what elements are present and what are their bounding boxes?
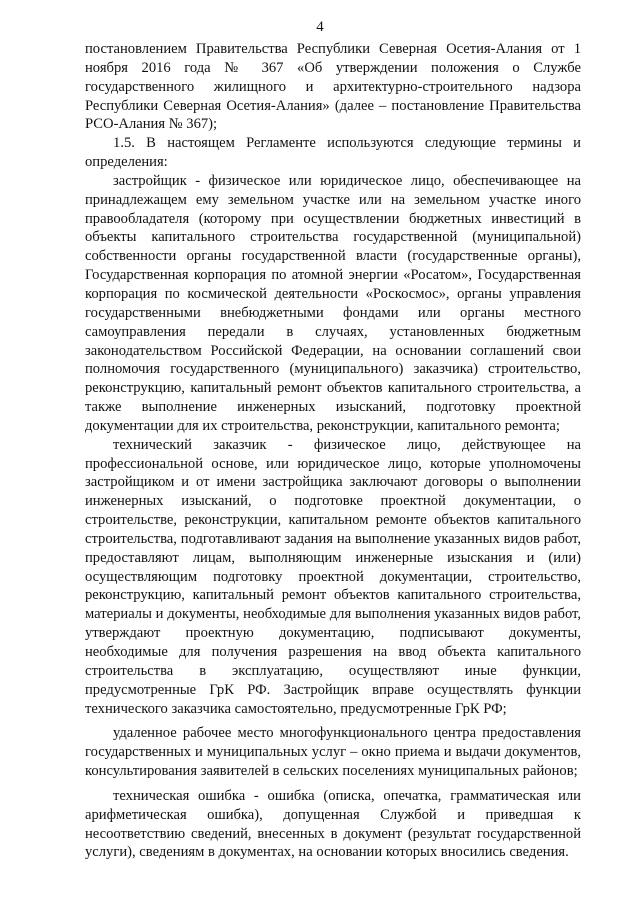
- paragraph-terms-intro: 1.5. В настоящем Регламенте используются следующие термины и определения:: [85, 135, 581, 171]
- paragraph-definition-developer: застройщик - физическое или юридическое лицо, обеспечивающее на принадлежащем ему земельном участке или на земельном участке иного правообладателя (которому при осуществлении бюджетных инвестиций в объекты капитального строительства государственной (муниципальной) собственности органы государственной власти (государственные органы), Государственная корпорация по атомной энергии «Росатом», Государственная корпорация по космической деятельности «Роскосмос», органы управления государственными внебюджетными фондами или органы местного самоуправления передали в случаях, установленных бюджетным законодательством Российской Федерации, на основании соглашений свои полномочия государственного (муниципального) заказчика) строительство, реконструкцию, капитальный ремонт объектов капитального строительства, а также выполнение инженерных изысканий, подготовку проектной документации для их строительства, реконструкции, капитального ремонта;: [85, 172, 581, 434]
- page-number: 4: [316, 19, 324, 35]
- paragraph-definition-remote-workplace: удаленное рабочее место многофункционального центра предоставления государственных и муниципальных услуг – окно приема и выдачи документов, консультирования заявителей в сельских поселениях муниципальных районов;: [85, 725, 581, 780]
- paragraph-definition-technical-customer: технический заказчик - физическое лицо, действующее на профессиональной основе, или юридическое лицо, которые уполномочены застройщиком и от имени застройщика заключают договоры о выполнении инженерных изысканий, о подготовке проектной документации, о строительстве, реконструкции, капитальном ремонте объектов капитального строительства, подготавливают задания на выполнение указанных видов работ, предоставляют лицам, выполняющим инженерные изыскания и (или) осуществляющим подготовку проектной документации, строительство, реконструкцию, капитальный ремонт объектов капитального строительства, материалы и документы, необходимые для выполнения указанных видов работ, утверждают проектную документацию, подписывают документы, необходимые для получения разрешения на ввод объекта капитального строительства в эксплуатацию, осуществляют иные функции, предусмотренные ГрК РФ. Застройщик вправе осуществлять функции технического заказчика самостоятельно, предусмотренные ГрК РФ;: [85, 436, 581, 717]
- document-body: [85, 40, 581, 862]
- paragraph-resolution-reference: постановлением Правительства Республики Северная Осетия-Алания от 1 ноября 2016 года № 367 «Об утверждении положения о Службе государственного жилищного и архитектурно-строительного надзора Республики Северная Осетия-Алания» (далее – постановление Правительства РСО-Алания № 367);: [85, 41, 581, 133]
- paragraph-definition-technical-error: техническая ошибка - ошибка (описка, опечатка, грамматическая или арифметическая ошибка), допущенная Службой и приведшая к несоответствию сведений, внесенных в документ (результат государственной услуги), сведениям в документах, на основании которых вносились сведения.: [85, 787, 581, 861]
